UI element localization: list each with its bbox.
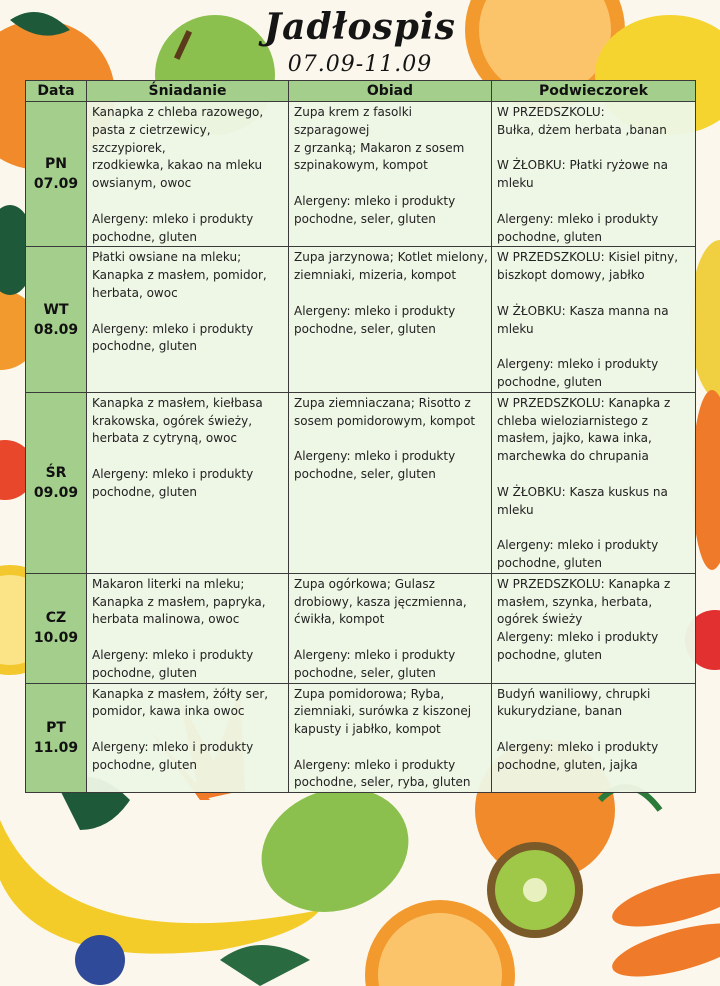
day-date: 10.09 [33, 630, 79, 647]
lunch-cell: Zupa jarzynowa; Kotlet mielony, ziemniaki, mizeria, kompot Alergeny: mleko i produkty pochodne, seler, gluten [289, 247, 492, 392]
snack-cell: W PRZEDSZKOLU: Kisiel pitny, biszkopt domowy, jabłko W ŻŁOBKU: Kasza manna na mleku Alergeny: mleko i produkty pochodne, gluten [492, 247, 696, 392]
snack-cell: Budyń waniliowy, chrupki kukurydziane, banan Alergeny: mleko i produkty pochodne, gluten, jajka [492, 683, 696, 793]
column-header-breakfast: Śniadanie [87, 81, 289, 102]
column-header-snack: Podwieczorek [492, 81, 696, 102]
day-name: WT [43, 301, 69, 318]
snack-cell: W PRZEDSZKOLU: Bułka, dżem herbata ,banan W ŻŁOBKU: Płatki ryżowe na mleku Alergeny: mleko i produkty pochodne, gluten [492, 102, 696, 247]
day-name: CZ [45, 610, 67, 627]
carrot-icon [692, 390, 720, 570]
column-header-lunch: Obiad [289, 81, 492, 102]
table-row [26, 102, 696, 247]
day-date: 07.09 [33, 176, 79, 193]
breakfast-cell: Płatki owsiane na mleku; Kanapka z masłem, pomidor, herbata, owoc Alergeny: mleko i produkty pochodne, gluten [87, 247, 289, 392]
breakfast-cell: Kanapka z masłem, kiełbasa krakowska, ogórek świeży, herbata z cytryną, owoc Alergeny: mleko i produkty pochodne, gluten [87, 392, 289, 573]
day-name: ŚR [45, 464, 67, 481]
breakfast-cell: Kanapka z chleba razowego, pasta z cietrzewicy, szczypiorek, rzodkiewka, kakao na mleku owsianym, owoc Alergeny: mleko i produkty pochodne, gluten [87, 102, 289, 247]
lunch-cell: Zupa ogórkowa; Gulasz drobiowy, kasza jęczmienna, ćwikła, kompot Alergeny: mleko i produkty pochodne, seler, gluten [289, 573, 492, 683]
date-range: 07.09-11.09 [287, 52, 433, 77]
table-row [26, 683, 696, 793]
day-date: 09.09 [33, 484, 79, 501]
lunch-cell: Zupa krem z fasolki szparagowej z grzanką; Makaron z sosem szpinakowym, kompot Alergeny: mleko i produkty pochodne, seler, gluten [289, 102, 492, 247]
table-row [26, 247, 696, 392]
table-header-row [26, 81, 696, 102]
day-date: 11.09 [33, 739, 79, 756]
blueberry-icon [75, 935, 125, 985]
day-cell [26, 573, 87, 683]
snack-cell: W PRZEDSZKOLU: Kanapka z chleba wieloziarnistego z masłem, jajko, kawa inka, marchewka do chrupania W ŻŁOBKU: Kasza kuskus na mleku Alergeny: mleko i produkty pochodne, gluten [492, 392, 696, 573]
day-cell [26, 392, 87, 573]
lunch-cell: Zupa pomidorowa; Ryba, ziemniaki, surówka z kiszonej kapusty i jabłko, kompot Alergeny: mleko i produkty pochodne, seler, ryba, gluten [289, 683, 492, 793]
breakfast-cell: Kanapka z masłem, żółty ser, pomidor, kawa inka owoc Alergeny: mleko i produkty pochodne, gluten [87, 683, 289, 793]
breakfast-cell: Makaron literki na mleku; Kanapka z masłem, papryka, herbata malinowa, owoc Alergeny: mleko i produkty pochodne, gluten [87, 573, 289, 683]
column-header-date: Data [26, 81, 87, 102]
day-cell [26, 247, 87, 392]
day-cell [26, 102, 87, 247]
snack-cell: W PRZEDSZKOLU: Kanapka z masłem, szynka, herbata, ogórek świeży Alergeny: mleko i produkty pochodne, gluten [492, 573, 696, 683]
day-name: PT [46, 719, 66, 736]
table-row [26, 573, 696, 683]
page-title: Jadłospis [264, 6, 456, 48]
day-name: PN [45, 156, 67, 173]
day-cell [26, 683, 87, 793]
menu-table [25, 80, 696, 793]
lunch-cell: Zupa ziemniaczana; Risotto z sosem pomidorowym, kompot Alergeny: mleko i produkty pochodne, seler, gluten [289, 392, 492, 573]
table-row [26, 392, 696, 573]
day-date: 08.09 [33, 321, 79, 338]
